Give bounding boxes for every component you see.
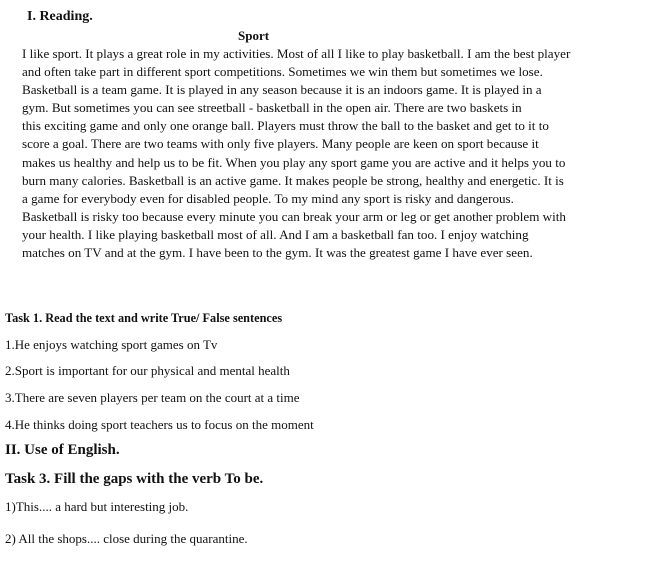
task1-item: 2.Sport is important for our physical and mental health <box>5 363 290 378</box>
text-line: and often take part in different sport competitions. Sometimes we win them but sometimes we lose. <box>22 64 543 80</box>
text-line: gym. But sometimes you can see streetball - basketball in the open air. There are two baskets in <box>22 100 522 116</box>
text-line: burn many calories. Basketball is an active game. It makes people be strong, healthy and energetic. It is <box>22 172 564 188</box>
task3-heading: Task 3. Fill the gaps with the verb To be. <box>5 471 264 487</box>
text-line: this exciting game and only one orange ball. Players must throw the ball to the basket and get to it to <box>22 118 549 134</box>
task3-item: 1)This.... a hard but interesting job. <box>5 499 189 514</box>
text-line: your health. I like playing basketball most of all. And I am a basketball fan too. I enjoy watching <box>22 226 529 242</box>
text-line: score a goal. There are two teams with only five players. Many people are keen on sport because it <box>22 136 539 152</box>
text-line: matches on TV and at the gym. I have been to the gym. It was the greatest game I have ever seen. <box>22 245 533 261</box>
task1-item: 4.He thinks doing sport teachers us to focus on the moment <box>5 417 314 432</box>
text-line: I like sport. It plays a great role in my activities. Most of all I like to play basketball. I am the best player <box>22 46 571 61</box>
section-heading-use-of-english: II. Use of English. <box>5 442 120 458</box>
text-title: Sport <box>238 28 270 43</box>
text-line: Basketball is a team game. It is played in any season because it is an indoors game. It is played in a <box>22 82 542 98</box>
text-line: a game for everybody even for disabled people. To my mind any sport is risky and dangerous. <box>22 190 514 206</box>
reading-text <box>22 45 632 262</box>
task1-item: 1.He enjoys watching sport games on Tv <box>5 337 218 352</box>
section-heading-reading: I. Reading. <box>27 9 93 24</box>
text-line: makes us healthy and help us to be fit. When you play any sport game you are active and it helps you to <box>22 154 566 170</box>
text-line: Basketball is risky too because every minute you can break your arm or leg or get another problem with <box>22 208 566 224</box>
task3-item: 2) All the shops.... close during the quarantine. <box>5 531 248 546</box>
task1-heading: Task 1. Read the text and write True/ False sentences <box>5 311 283 325</box>
task1-item: 3.There are seven players per team on the court at a time <box>5 390 300 405</box>
